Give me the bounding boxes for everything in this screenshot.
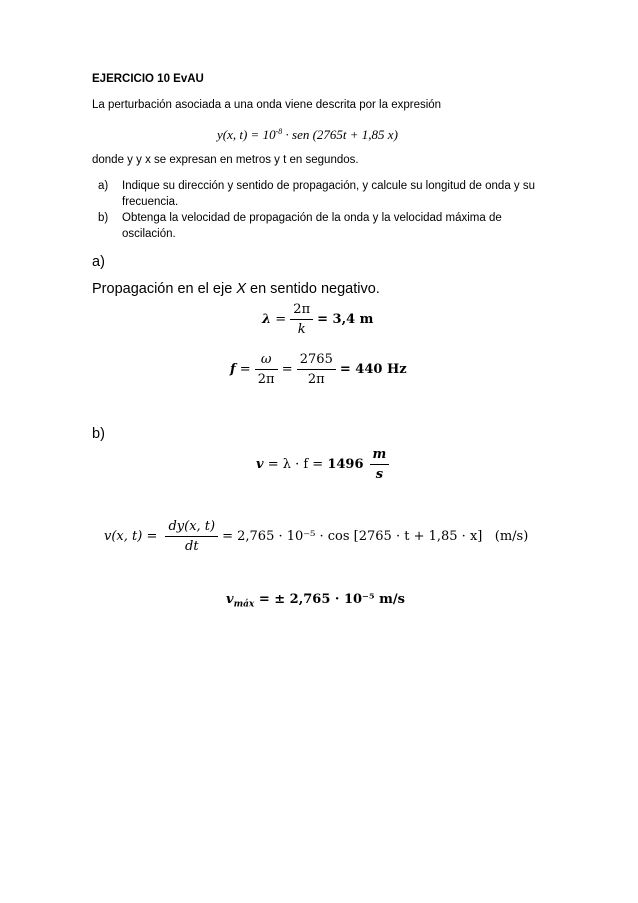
propagation-post: en sentido negativo.	[245, 281, 380, 297]
frequency-formula	[230, 352, 407, 387]
lambda-equals: =	[271, 312, 291, 327]
question-b-marker: b)	[98, 212, 109, 224]
velocity-unit	[370, 447, 390, 482]
question-a	[92, 178, 544, 210]
frequency-equals-2: =	[277, 362, 297, 377]
velocity-middle: = λ · f =	[263, 457, 328, 472]
intro-text: La perturbación asociada a una onda viene descrita por la expresión	[92, 99, 442, 111]
wave-equation-left: y(x, t) = 10	[217, 127, 276, 142]
frequency-numerator-2: 2765	[297, 352, 336, 370]
velocity-symbol: v	[256, 457, 264, 472]
frequency-denominator-2: 2π	[307, 372, 325, 387]
question-list	[92, 178, 544, 242]
derivative-numerator: dy(x, t)	[165, 519, 218, 537]
question-b-text: Obtenga la velocidad de propagación de la onda y la velocidad máxima de oscilación.	[122, 212, 502, 240]
part-b-label: b)	[92, 426, 105, 442]
vmax-subscript: máx	[233, 599, 255, 610]
derivative-denominator: dt	[185, 539, 199, 554]
vmax-rhs: = ± 2,765 · 10⁻⁵ m/s	[254, 592, 405, 607]
question-a-text: Indique su dirección y sentido de propagación, y calcule su longitud de onda y su frecuencia.	[122, 180, 535, 208]
wavelength-formula	[262, 302, 373, 337]
velocity-unit-denominator: s	[375, 467, 384, 482]
lambda-fraction	[290, 302, 313, 337]
wave-equation-right: · sen (2765t + 1,85 x)	[282, 127, 398, 142]
lambda-result: = 3,4 m	[317, 312, 374, 327]
propagation-axis: X	[236, 281, 246, 297]
question-b	[92, 210, 544, 242]
frequency-result: = 440 Hz	[339, 362, 407, 377]
frequency-equals: =	[235, 362, 255, 377]
propagation-pre: Propagación en el eje	[92, 281, 237, 297]
exercise-title: EJERCICIO 10 EvAU	[92, 73, 204, 85]
velocity-formula	[256, 447, 389, 482]
vmax-symbol: v	[226, 592, 234, 607]
frequency-fraction-1	[255, 352, 278, 387]
frequency-fraction-2	[297, 352, 336, 387]
wave-equation	[217, 127, 398, 143]
derivative-formula	[104, 519, 528, 554]
propagation-statement	[92, 281, 380, 297]
derivative-fraction	[165, 519, 218, 554]
units-line: donde y y x se expresan en metros y t en segundos.	[92, 154, 359, 166]
velocity-unit-numerator: m	[370, 447, 390, 465]
question-a-marker: a)	[98, 180, 109, 192]
frequency-numerator-1: ω	[255, 352, 278, 370]
frequency-denominator-1: 2π	[257, 372, 275, 387]
vmax-formula	[226, 592, 405, 610]
velocity-value: 1496	[327, 457, 364, 472]
derivative-lhs: v(x, t) =	[104, 529, 162, 544]
part-a-label: a)	[92, 254, 105, 270]
lambda-symbol: λ	[262, 312, 272, 327]
derivative-rhs: = 2,765 · 10⁻⁵ · cos [2765 · t + 1,85 · x] (m/s)	[222, 529, 529, 544]
wave-equation-exponent: -8	[275, 127, 283, 136]
lambda-numerator: 2π	[290, 302, 313, 320]
frequency-symbol: f	[230, 362, 236, 377]
lambda-denominator: k	[297, 322, 306, 337]
